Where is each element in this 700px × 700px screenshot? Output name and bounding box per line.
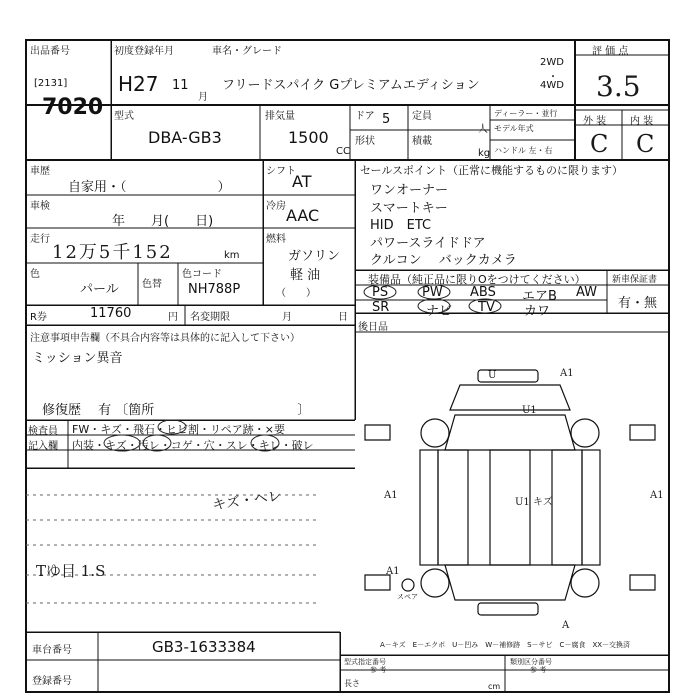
- diagram-mark-5: U1 キズ: [515, 497, 553, 508]
- sales-label: セールスポイント（正常に機能するものに限ります）: [360, 164, 624, 177]
- model-year-label: モデル年式: [494, 124, 534, 133]
- handwritten-note-1: キズ・ヘレ: [211, 488, 283, 514]
- ext-grade: C: [590, 130, 609, 158]
- fuel-label: 燃料: [266, 234, 286, 245]
- car-name: フリードスパイク Gプレミアムエディション: [222, 78, 480, 93]
- chassis: GB3-1633384: [152, 638, 256, 656]
- mileage-label: 走行: [30, 234, 50, 245]
- door-label: ドア: [355, 111, 375, 122]
- drive-2wd: 2WD: [540, 57, 564, 68]
- car-diagram: [360, 355, 665, 620]
- lot-label: 出品番号: [30, 46, 70, 57]
- color-code-label: 色コード: [182, 269, 222, 280]
- recycle-amount: 11760: [90, 306, 132, 321]
- shape-label: 形状: [355, 136, 375, 147]
- name-change-label: 名変期限: [190, 312, 230, 323]
- inspector-row-1: FW・キズ・飛石・ヒビ割・リペア跡・×要: [72, 423, 285, 436]
- diagram-legend: A－キズ E－エクボ U－凹み W－補修跡 S－サビ C－腐食 XX－交換済: [380, 641, 631, 649]
- sales-point-4: パワースライドドア: [370, 236, 486, 251]
- type-designation-label: 型式指定番号: [344, 658, 386, 666]
- color-label: 色: [30, 269, 40, 280]
- load-label: 積載: [412, 136, 432, 147]
- nc-month: 月: [282, 312, 292, 323]
- model-label: 型式: [114, 111, 134, 122]
- name-label: 車名・グレード: [212, 46, 282, 57]
- ref-label-1: 参 考: [370, 666, 387, 674]
- shaken-value: 年 月( 日): [112, 214, 214, 229]
- inspector-label-2: 記入欄: [28, 441, 58, 452]
- equipment-label: 装備品（純正品に限りOをつけてください）: [368, 273, 586, 286]
- diagram-mark-8: A: [562, 620, 570, 631]
- equip-circle-marks: [360, 284, 520, 314]
- diagram-mark-7: A1: [386, 566, 400, 577]
- recycle-label: R券: [30, 312, 47, 323]
- chassis-label: 車台番号: [32, 645, 72, 656]
- score: 3.5: [596, 70, 641, 103]
- yen: 円: [168, 312, 178, 323]
- lot-sub: [2131]: [34, 78, 68, 89]
- equip-sr: SR: [372, 300, 390, 315]
- equip-tv: TV: [478, 300, 495, 315]
- ref-label-2: 参 考: [530, 666, 547, 674]
- diagram-mark-3: U1: [522, 405, 537, 416]
- diagram-mark-2: A1: [560, 368, 574, 379]
- inspector-circle-marks: [70, 418, 360, 454]
- ac: AAC: [286, 206, 320, 225]
- cc: CC: [336, 146, 350, 157]
- score-label: 評 価 点: [592, 46, 629, 57]
- int-grade: C: [636, 130, 655, 158]
- notes-text: ミッション異音: [32, 351, 123, 366]
- person: 人: [478, 124, 488, 135]
- equip-abs: ABS: [470, 285, 496, 300]
- inspector-label-1: 検査員: [28, 426, 58, 437]
- category-label: 類別区分番号: [510, 658, 552, 666]
- inspector-row-2: 内装・キズ・汚レ・コゲ・穴・スレ・キレ・破レ: [72, 439, 314, 452]
- history-value: 自家用・（ ）: [68, 180, 231, 195]
- dealer-label: ディーラー・並行: [494, 109, 558, 118]
- shift: AT: [292, 172, 312, 191]
- shaken-label: 車検: [30, 201, 50, 212]
- drive-4wd: 4WD: [540, 80, 564, 91]
- model: DBA-GB3: [148, 128, 222, 147]
- color: パール: [80, 282, 119, 297]
- equip-aw: AW: [576, 285, 598, 300]
- history-label: 車歴: [30, 166, 50, 177]
- handwritten-note-2: Tゆ目 1.S: [36, 562, 106, 580]
- lot-number: 7020: [42, 95, 104, 120]
- color-code: NH788P: [188, 282, 241, 297]
- km: km: [224, 250, 240, 261]
- equip-navi: ナビ: [426, 304, 453, 319]
- drive-dot: ・: [548, 72, 558, 83]
- disp-label: 排気量: [265, 111, 295, 122]
- nc-day: 日: [338, 312, 348, 323]
- month: 11: [172, 78, 189, 93]
- displacement: 1500: [288, 128, 329, 147]
- sales-point-5: クルコン バックカメラ: [370, 253, 517, 268]
- doors: 5: [382, 112, 391, 127]
- warranty: 有・無: [618, 296, 658, 311]
- equip-airbag: エアB: [522, 289, 557, 304]
- capacity-label: 定員: [412, 111, 432, 122]
- fuel2: 軽 油: [290, 268, 321, 283]
- mileage: 12万5千152: [52, 242, 173, 263]
- kg: kg: [478, 148, 491, 159]
- diagram-mark-1: U: [488, 370, 497, 381]
- shift-label: シフト: [266, 166, 296, 177]
- int-label: 内 装: [630, 116, 654, 127]
- sales-point-2: スマートキー: [370, 201, 448, 216]
- equip-pw: PW: [422, 285, 443, 300]
- first-reg-label: 初度登録年月: [114, 46, 174, 57]
- fuel3: （ ）: [276, 288, 316, 299]
- color-change-label: 色替: [142, 279, 162, 290]
- era-year: H27: [118, 72, 159, 96]
- ext-label: 外 装: [583, 116, 607, 127]
- spare-label: スペア: [397, 593, 418, 601]
- after-label: 後日品: [358, 322, 388, 333]
- sales-point-1: ワンオーナー: [370, 183, 449, 198]
- handle-label: ハンドル 左・右: [494, 146, 553, 155]
- reg-label: 登録番号: [32, 676, 72, 687]
- sales-point-3: HID ETC: [370, 218, 432, 233]
- fuel1: ガソリン: [288, 249, 341, 264]
- diagram-mark-6: A1: [650, 490, 664, 501]
- diagram-mark-4: A1: [384, 490, 398, 501]
- length-label: 長さ: [344, 679, 360, 688]
- notes-label: 注意事項申告欄（不具合内容等は具体的に記入して下さい）: [30, 333, 300, 344]
- equip-ps: PS: [372, 285, 389, 300]
- month-unit: 月: [198, 92, 208, 103]
- warranty-label: 新車保証書: [612, 275, 658, 285]
- repair-history: 修復歴 有 〔箇所 〕: [42, 403, 311, 418]
- equip-leather: カワ: [524, 304, 551, 319]
- ac-label: 冷房: [266, 201, 286, 212]
- length-cm: cm: [488, 682, 501, 691]
